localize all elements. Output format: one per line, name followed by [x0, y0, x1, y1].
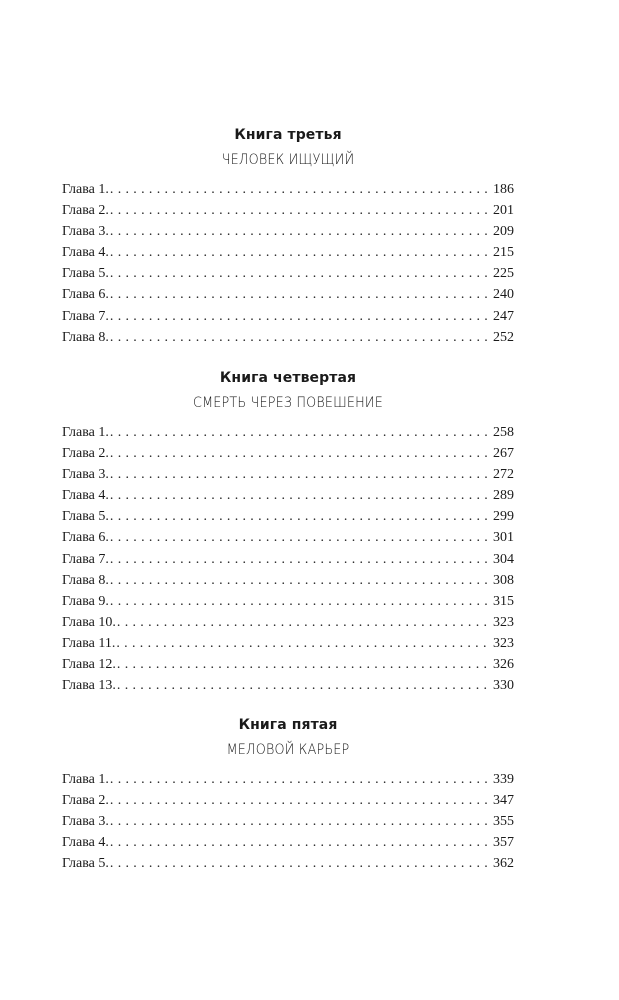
toc-entry [62, 179, 514, 200]
page-number: 308 [493, 572, 514, 588]
toc-entry [62, 485, 514, 506]
page-number: 323 [493, 635, 514, 651]
toc-entry [62, 591, 514, 612]
chapter-label: Глава 2. [62, 203, 109, 219]
chapter-list [62, 422, 514, 696]
chapter-list [62, 179, 514, 348]
toc-entry [62, 263, 514, 284]
dot-leader [110, 464, 491, 485]
page-number: 252 [493, 329, 514, 345]
chapter-label: Глава 9. [62, 593, 109, 609]
chapter-label: Глава 5. [62, 856, 109, 872]
book-subtitle: СМЕРТЬ ЧЕРЕЗ ПОВЕШЕНИЕ [193, 395, 383, 411]
page-number: 339 [493, 772, 514, 787]
page-number: 357 [493, 835, 514, 851]
toc-entry [62, 422, 514, 443]
dot-leader [110, 443, 491, 464]
toc-entry [62, 811, 514, 832]
dot-leader [110, 422, 491, 443]
dot-leader [110, 485, 491, 506]
dot-leader [110, 263, 491, 284]
toc-entry [62, 853, 514, 874]
toc-entry [62, 464, 514, 485]
page-number: 323 [493, 614, 514, 630]
toc-entry [62, 790, 514, 811]
chapter-label: Глава 1. [62, 425, 109, 440]
toc-entry [62, 570, 514, 591]
chapter-label: Глава 8. [62, 572, 109, 588]
page-number: 355 [493, 814, 514, 830]
page-number: 289 [493, 488, 514, 504]
dot-leader [110, 570, 491, 591]
page-number: 240 [493, 287, 514, 303]
chapter-label: Глава 3. [62, 467, 109, 483]
toc-entry [62, 327, 514, 348]
page-number: 304 [493, 551, 514, 567]
dot-leader [110, 853, 491, 874]
chapter-label: Глава 11. [62, 635, 116, 651]
dot-leader [110, 769, 491, 790]
dot-leader [110, 832, 491, 853]
toc-entry [62, 242, 514, 263]
page-number: 209 [493, 224, 514, 240]
dot-leader [110, 221, 491, 242]
page-number: 272 [493, 467, 514, 483]
dot-leader [110, 179, 491, 200]
chapter-label: Глава 6. [62, 287, 109, 303]
chapter-label: Глава 4. [62, 488, 109, 504]
toc-entry [62, 200, 514, 221]
book-title: Книга третья [234, 127, 342, 143]
dot-leader [110, 790, 491, 811]
toc-entry [62, 675, 514, 696]
page-number: 301 [493, 530, 514, 546]
chapter-label: Глава 3. [62, 224, 109, 240]
page-number: 347 [493, 793, 514, 809]
toc-entry [62, 832, 514, 853]
chapter-label: Глава 8. [62, 329, 109, 345]
book-title: Книга пятая [238, 717, 338, 733]
chapter-label: Глава 1. [62, 772, 109, 787]
chapter-label: Глава 12. [62, 657, 116, 673]
dot-leader [116, 633, 491, 654]
chapter-label: Глава 3. [62, 814, 109, 830]
chapter-label: Глава 1. [62, 182, 109, 197]
page-number: 201 [493, 203, 514, 219]
toc-entry [62, 654, 514, 675]
dot-leader [110, 284, 491, 305]
dot-leader [110, 549, 491, 570]
dot-leader [110, 591, 491, 612]
chapter-label: Глава 6. [62, 530, 109, 546]
book-subtitle: МЕЛОВОЙ КАРЬЕР [226, 742, 350, 758]
dot-leader [110, 242, 491, 263]
dot-leader [117, 612, 491, 633]
chapter-label: Глава 4. [62, 245, 109, 261]
toc-entry [62, 549, 514, 570]
dot-leader [110, 811, 491, 832]
book-subtitle: ЧЕЛОВЕК ИЩУЩИЙ [221, 152, 355, 168]
page-number: 225 [493, 266, 514, 282]
dot-leader [110, 327, 491, 348]
toc-entry [62, 612, 514, 633]
toc-entry [62, 221, 514, 242]
page-number: 215 [493, 245, 514, 261]
page-number: 362 [493, 856, 514, 872]
book-five-section [62, 716, 514, 874]
chapter-label: Глава 5. [62, 266, 109, 282]
chapter-label: Глава 7. [62, 551, 109, 567]
chapter-label: Глава 13. [62, 678, 116, 694]
toc-entry [62, 506, 514, 527]
chapter-label: Глава 4. [62, 835, 109, 851]
page-number: 326 [493, 657, 514, 673]
toc-entry [62, 527, 514, 548]
toc-entry [62, 284, 514, 305]
chapter-label: Глава 2. [62, 446, 109, 462]
page-number: 258 [493, 425, 514, 440]
dot-leader [110, 306, 491, 327]
page-number: 267 [493, 446, 514, 462]
dot-leader [110, 506, 491, 527]
toc-entry [62, 769, 514, 790]
chapter-label: Глава 5. [62, 509, 109, 525]
book-four-section [62, 369, 514, 696]
page-number: 315 [493, 593, 514, 609]
dot-leader [110, 527, 491, 548]
book-three-section [62, 126, 514, 348]
page-number: 299 [493, 509, 514, 525]
chapter-label: Глава 2. [62, 793, 109, 809]
chapter-label: Глава 10. [62, 614, 116, 630]
page-number: 247 [493, 308, 514, 324]
toc-entry [62, 443, 514, 464]
dot-leader [117, 675, 491, 696]
dot-leader [110, 200, 491, 221]
chapter-list [62, 769, 514, 874]
page-number: 186 [493, 182, 514, 197]
toc-entry [62, 633, 514, 654]
chapter-label: Глава 7. [62, 308, 109, 324]
book-title: Книга четвертая [219, 370, 357, 386]
toc-entry [62, 306, 514, 327]
page-number: 330 [493, 678, 514, 694]
dot-leader [117, 654, 491, 675]
